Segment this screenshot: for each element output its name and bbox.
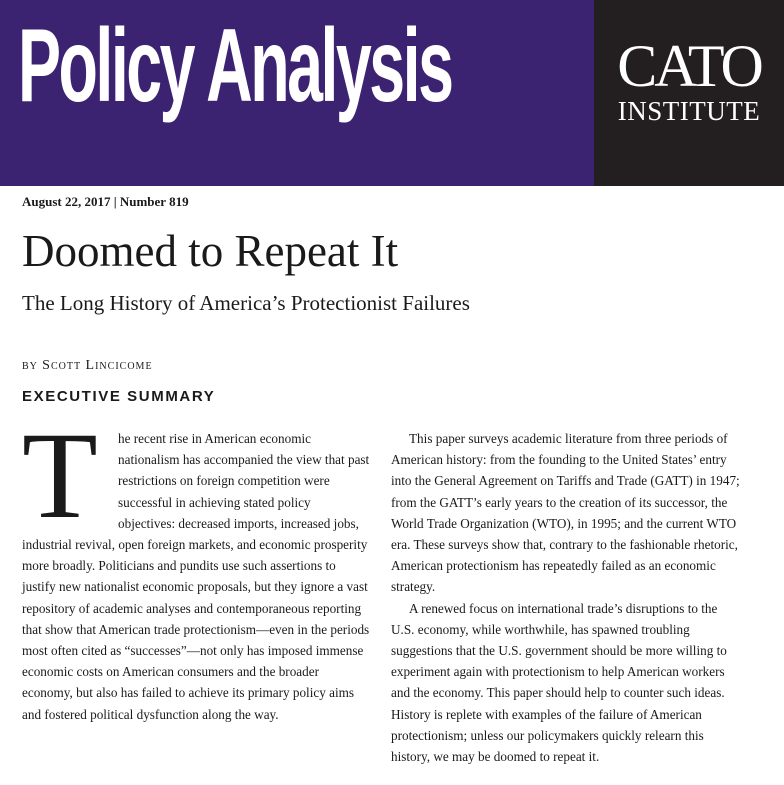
- cato-logo: [604, 33, 774, 126]
- summary-paragraph-2: This paper surveys academic literature from three periods of American history: from the founding to the United States’ entry into the General Agreement on Tariffs and Trade (GATT) in 1947; from the GATT’s early years to the creation of its successor, the World Trade Organization (WTO), in 1995; and the current WTO era. These surveys show that, contrary to the fashionable rhetoric, American protectionism has repeatedly failed as an economic strategy.: [391, 431, 740, 595]
- byline-prefix: by: [22, 358, 38, 373]
- byline: [22, 357, 153, 374]
- logo-sub-text: INSTITUTE: [617, 96, 761, 126]
- document-title: Doomed to Repeat It: [22, 226, 399, 276]
- drop-cap: T: [22, 407, 98, 544]
- section-heading: EXECUTIVE SUMMARY: [22, 388, 216, 405]
- byline-author: Scott Lincicome: [42, 358, 153, 373]
- summary-paragraph-1-text: he recent rise in American economic nationalism has accompanied the view that past restrictions on foreign competition were successful in achieving stated policy objectives: decreased imports, increased jobs, industrial revival, open foreign markets, and economic prosperity more broadly. Politicians and pundits use such assertions to justify new nationalist economic proposals, but they ignore a vast repository of academic analyses and contemporaneous reporting that show that American trade protectionism—even in the periods most often cited as “successes”—not only has imposed immense economic costs on American consumers and the broader economy, but also has failed to achieve its primary policy aims and fostered political dysfunction along the way.: [22, 431, 370, 722]
- document-subtitle: The Long History of America’s Protectionist Failures: [22, 291, 470, 315]
- summary-column-right: [391, 428, 743, 767]
- summary-paragraph-3: A renewed focus on international trade’s disruptions to the U.S. economy, while worthwhile, has spawned troubling suggestions that the U.S. government should be more willing to experiment again with protectionism to help American workers and the economy. This paper should help to counter such ideas. History is replete with examples of the failure of American protectionism; unless our policymakers quickly relearn this history, we may be doomed to repeat it.: [391, 600, 727, 765]
- summary-column-left: [22, 407, 370, 725]
- dateline: August 22, 2017 | Number 819: [22, 194, 189, 209]
- logo-main-text: CATO: [617, 33, 761, 99]
- banner-title-panel: [0, 0, 594, 186]
- header-banner: [0, 0, 784, 186]
- series-title: Policy Analysis: [18, 8, 452, 124]
- summary-paragraph-1: [22, 407, 370, 725]
